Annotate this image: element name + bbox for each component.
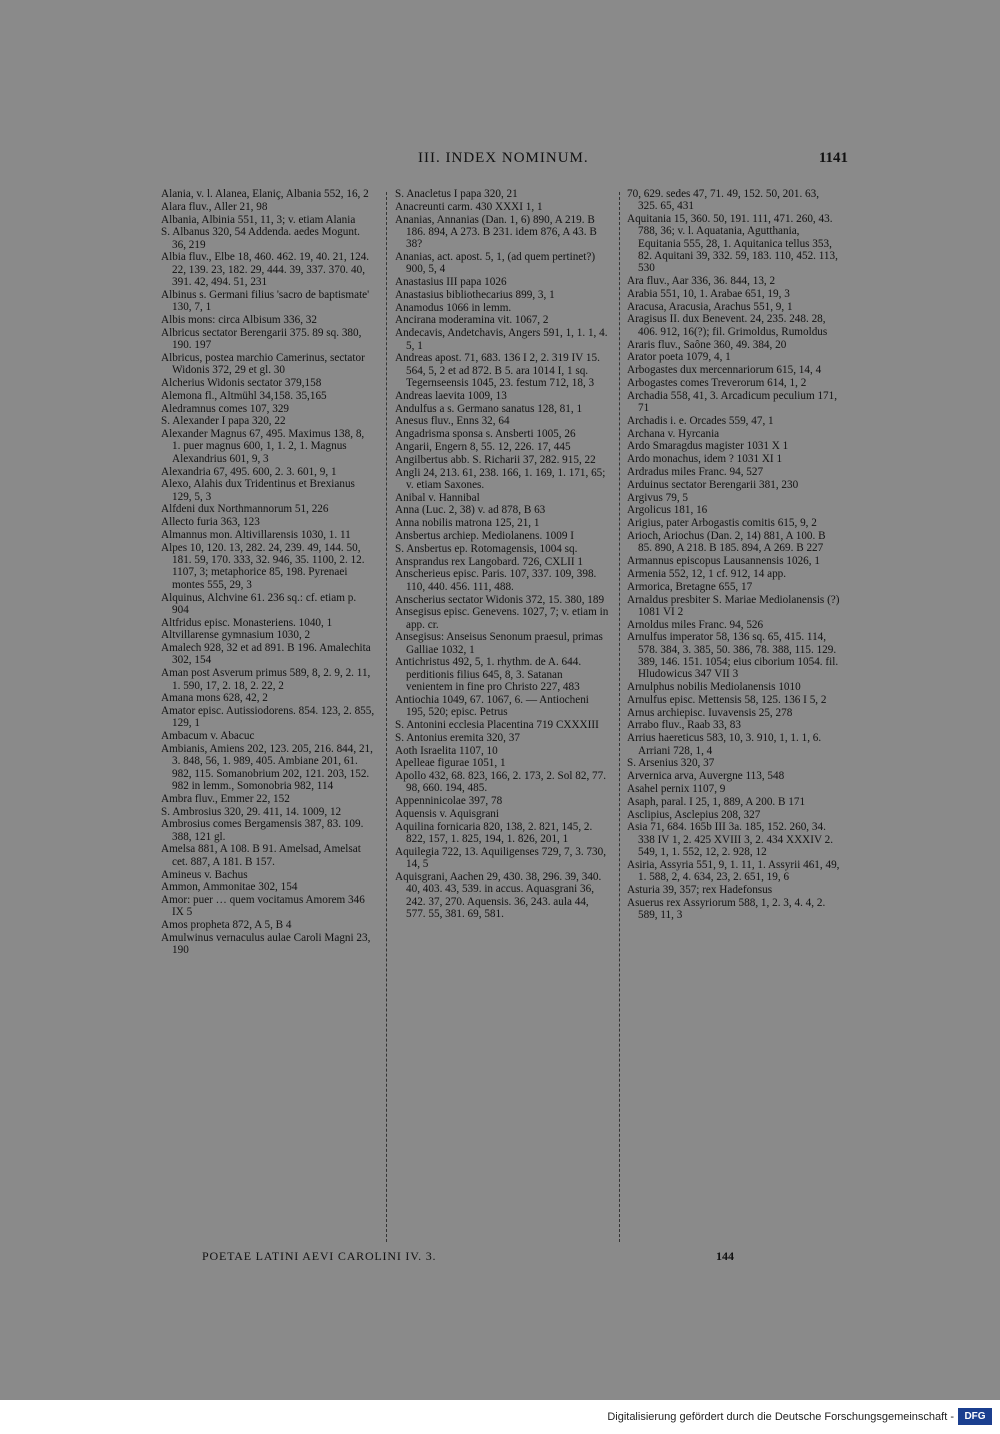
index-entry: Aragisus II. dux Benevent. 24, 235. 248. 28, 406. 912, 16(?); fil. Grimoldus, Rumoldus xyxy=(627,313,828,338)
index-column-1 xyxy=(161,188,375,957)
index-entry: Arvernica arva, Auvergne 113, 548 xyxy=(627,770,785,783)
index-columns xyxy=(161,188,851,1250)
index-entry: Arnulfus episc. Mettensis 58, 125. 136 I 5, 2 xyxy=(627,693,827,706)
index-entry: Amator episc. Autissiodorens. 854. 123, 2. 855, 129, 1 xyxy=(161,705,375,730)
index-entry: Ardo Smaragdus magister 1031 X 1 xyxy=(627,440,789,453)
index-entry: Anna (Luc. 2, 38) v. ad 878, B 63 xyxy=(395,504,546,517)
index-entry: Ammon, Ammonitae 302, 154 xyxy=(161,881,298,894)
column-divider xyxy=(619,192,621,1242)
index-entry: Ardradus miles Franc. 94, 527 xyxy=(627,466,764,479)
index-entry: Alcherius Widonis sectator 379,158 xyxy=(161,376,322,389)
series-title: POETAE LATINI AEVI CAROLINI IV. 3. xyxy=(202,1249,437,1263)
index-entry: Appenninicolae 397, 78 xyxy=(395,795,503,808)
index-entry: S. Ansbertus ep. Rotomagensis, 1004 sq. xyxy=(395,542,578,555)
index-entry: Ambacum v. Abacuc xyxy=(161,730,255,743)
index-entry: Alexandria 67, 495. 600, 2. 3. 601, 9, 1 xyxy=(161,465,337,478)
index-entry: Arduinus sectator Berengarii 381, 230 xyxy=(627,478,799,491)
index-entry: Ananias, act. apost. 5, 1, (ad quem pertinet?) 900, 5, 4 xyxy=(395,250,596,276)
index-entry: Angilbertus abb. S. Richarii 37, 282. 915, 22 xyxy=(395,453,596,466)
index-entry: Archadis i. e. Orcades 559, 47, 1 xyxy=(627,414,774,427)
signature-mark: 144 xyxy=(716,1249,734,1263)
index-entry: Anibal v. Hannibal xyxy=(395,491,480,504)
index-entry: Anna nobilis matrona 125, 21, 1 xyxy=(395,517,540,530)
index-entry: S. Ambrosius 320, 29. 411, 14. 1009, 12 xyxy=(161,805,342,818)
index-entry: Arbogastes comes Treverorum 614, 1, 2 xyxy=(627,376,807,389)
index-entry: Ardo monachus, idem ? 1031 XI 1 xyxy=(627,453,783,466)
index-entry: Albis mons: circa Albisum 336, 32 xyxy=(161,313,317,326)
index-entry: Arrabo fluv., Raab 33, 83 xyxy=(627,719,741,732)
index-entry: Amelsa 881, A 108. B 91. Amelsad, Amelsat cet. 887, A 181. B 157. xyxy=(161,843,361,868)
index-entry: Arnulfus imperator 58, 136 sq. 65, 415. 114, 578. 384, 3. 385, 50. 386, 78. 388, 115. 129. 389, 146. 151. 1054; eius ciborium 1054. fil. Hludowicus 347 VII 3 xyxy=(627,631,839,681)
index-entry: Allecto furia 363, 123 xyxy=(161,516,260,529)
index-entry: Ansegisus episc. Genevens. 1027, 7; v. etiam in app. cr. xyxy=(395,606,609,631)
index-entry: Arnoldus miles Franc. 94, 526 xyxy=(627,618,764,631)
index-entry: Alania, v. l. Alanea, Elaniç, Albania 552, 16, 2 xyxy=(161,188,369,200)
index-entry: 70, 629. sedes 47, 71. 49, 152. 50, 201. 63, 325. 65, 431 xyxy=(627,188,820,213)
index-entry: Albia fluv., Elbe 18, 460. 462. 19, 40. 21, 124. 22, 139. 23, 182. 29, 444. 39, 337. 370. 40, 391. 42, 494. 51, 231 xyxy=(161,251,370,289)
funding-credit: Digitalisierung gefördert durch die Deutsche Forschungsgemeinschaft - xyxy=(607,1411,954,1423)
index-entry: S. Anacletus I papa 320, 21 xyxy=(395,188,518,200)
index-entry: Anastasius III papa 1026 xyxy=(395,276,507,289)
index-entry: Amulwinus vernaculus aulae Caroli Magni 23, 190 xyxy=(161,932,371,957)
index-entry: Apollo 432, 68. 823, 166, 2. 173, 2. Sol 82, 77. 98, 660. 194, 485. xyxy=(395,770,607,795)
index-entry: Araris fluv., Saône 360, 49. 384, 20 xyxy=(627,338,787,351)
index-entry: Aquilegia 722, 13. Aquiligenses 729, 7, 3. 730, 14, 5 xyxy=(395,845,606,871)
page-header xyxy=(160,150,848,174)
index-entry: Andecavis, Andetchavis, Angers 591, 1, 1. 1, 4. 5, 1 xyxy=(395,327,608,352)
index-entry: Andreas apost. 71, 683. 136 I 2, 2. 319 IV 15. 564, 5, 2 et ad 872. B 5. ara 1014 I, 1 sq. Tegernseensis 1045, 23. festum 712, 18, 3 xyxy=(395,352,600,389)
index-entry: Albinus s. Germani filius 'sacro de baptismate' 130, 7, 1 xyxy=(161,288,370,314)
index-entry: Alexander Magnus 67, 495. Maximus 138, 8, 1. puer magnus 600, 1, 1. 2, 1. Magnus Alexandrius 601, 9, 3 xyxy=(161,428,365,465)
index-entry: Anacreunti carm. 430 XXXI 1, 1 xyxy=(395,200,543,213)
index-entry: Amana mons 628, 42, 2 xyxy=(161,692,268,705)
index-entry: Albania, Albinia 551, 11, 3; v. etiam Alania xyxy=(161,213,356,226)
index-entry: Aoth Israelita 1107, 10 xyxy=(395,744,498,757)
index-entry: Aracusa, Aracusia, Arachus 551, 9, 1 xyxy=(627,300,793,313)
index-entry: S. Alexander I papa 320, 22 xyxy=(161,415,286,428)
dfg-logo: DFG xyxy=(958,1408,992,1425)
index-entry: Albricus, postea marchio Camerinus, sectator Widonis 372, 29 et gl. 30 xyxy=(161,351,365,377)
index-entry: Ananias, Annanias (Dan. 1, 6) 890, A 219. B 186. 894, A 273. B 231. idem 876, A 43. B 38? xyxy=(395,213,597,251)
index-column-3 xyxy=(627,188,841,922)
index-entry: Arnaldus presbiter S. Mariae Mediolanensis (?) 1081 VI 2 xyxy=(627,593,840,618)
running-head: III. INDEX NOMINUM. xyxy=(418,150,589,166)
column-divider xyxy=(386,192,388,1242)
index-entry: Angadrisma sponsa s. Ansberti 1005, 26 xyxy=(395,428,576,441)
index-entry: Aquensis v. Aquisgrani xyxy=(395,808,499,821)
index-entry: Argolicus 181, 16 xyxy=(627,504,708,517)
index-entry: Armenia 552, 12, 1 cf. 912, 14 app. xyxy=(627,567,787,580)
index-entry: Arnus archiepisc. Iuvavensis 25, 278 xyxy=(627,706,793,719)
index-entry: Altvillarense gymnasium 1030, 2 xyxy=(161,629,311,642)
index-entry: S. Antonius eremita 320, 37 xyxy=(395,731,520,744)
index-column-2 xyxy=(395,188,609,921)
index-entry: Asuerus rex Assyriorum 588, 1, 2. 3, 4. 4, 2. 589, 11, 3 xyxy=(627,896,826,921)
index-entry: Aledramnus comes 107, 329 xyxy=(161,402,290,415)
index-entry: Arator poeta 1079, 4, 1 xyxy=(627,351,731,364)
index-entry: Alpes 10, 120. 13, 282. 24, 239. 49, 144. 50, 181. 59, 170. 333, 32. 946, 35. 1100, 2. 12. 1107, 3; metaphorice 85, 198. Pyrenaei montes 555, 29, 3 xyxy=(161,541,365,591)
index-entry: Archadia 558, 41, 3. Arcadicum peculium 171, 71 xyxy=(627,389,838,415)
index-entry: Anamodus 1066 in lemm. xyxy=(395,301,512,314)
index-entry: Asturia 39, 357; rex Hadefonsus xyxy=(627,883,773,896)
index-entry: Asia 71, 684. 165b III 3a. 185, 152. 260, 34. 338 IV 1, 2. 425 XVIII 3, 2. 434 XXXIV 2. 549, 1, 1. 552, 12, 2. 928, 12 xyxy=(627,821,834,858)
index-entry: Asahel pernix 1107, 9 xyxy=(627,782,726,795)
index-entry: Argivus 79, 5 xyxy=(627,491,689,504)
index-entry: Antiochia 1049, 67. 1067, 6. — Antiocheni 195, 520; episc. Petrus xyxy=(395,693,589,719)
index-entry: Ambrosius comes Bergamensis 387, 83. 109. 388, 121 gl. xyxy=(161,818,364,843)
index-entry: Amalech 928, 32 et ad 891. B 196. Amalechita 302, 154 xyxy=(161,642,371,667)
index-entry: Asiria, Assyria 551, 9, 1. 11, 1. Assyrii 461, 49, 1. 588, 2, 4. 634, 23, 2. 651, 19, 6 xyxy=(627,858,840,884)
page-footer xyxy=(160,1249,850,1269)
index-entry: Alquinus, Alchvine 61. 236 sq.: cf. etiam p. 904 xyxy=(161,591,357,616)
index-entry: Anastasius bibliothecarius 899, 3, 1 xyxy=(395,288,555,301)
index-entry: Ansegisus: Anseisus Senonum praesul, primas Galliae 1032, 1 xyxy=(395,631,603,656)
index-entry: Anesus fluv., Enns 32, 64 xyxy=(395,415,510,428)
index-entry: Aman post Asverum primus 589, 8, 2. 9, 2. 11, 1. 590, 17, 2. 18, 2. 22, 2 xyxy=(161,667,371,692)
credit-bar xyxy=(0,1400,1000,1434)
index-entry: Altfridus episc. Monasteriens. 1040, 1 xyxy=(161,616,333,629)
index-entry: Arbogastes dux mercennariorum 615, 14, 4 xyxy=(627,364,822,377)
index-entry: Aquisgrani, Aachen 29, 430. 38, 296. 39, 340. 40, 403. 43, 539. in accus. Aquasgrani 36, 242. 37, 270. Aquensis. 36, 243. aula 44, 577. 55, 381. 69, 581. xyxy=(395,871,602,920)
index-entry: Archana v. Hyrcania xyxy=(627,427,720,440)
index-entry: Arigius, pater Arbogastis comitis 615, 9, 2 xyxy=(627,517,817,530)
index-entry: Angli 24, 213. 61, 238. 166, 1. 169, 1. 171, 65; v. etiam Saxones. xyxy=(395,466,606,491)
index-entry: Asclipius, Asclepius 208, 327 xyxy=(627,808,761,821)
index-entry: Alemona fl., Altmühl 34,158. 35,165 xyxy=(161,389,327,402)
index-entry: Almannus mon. Altivillarensis 1030, 1. 11 xyxy=(161,529,351,542)
index-entry: Ambianis, Amiens 202, 123. 205, 216. 844, 21, 3. 848, 56, 1. 989, 405. Ambiane 201, 61. 982, 115. Somanobrium 202, 121. 203, 152. 982 in lemm., Somonobria 982, 114 xyxy=(161,743,373,792)
index-entry: Arioch, Ariochus (Dan. 2, 14) 881, A 100. B 85. 890, A 218. B 185. 894, A 269. B 227 xyxy=(627,530,826,555)
index-entry: Amineus v. Bachus xyxy=(161,868,248,881)
index-entry: Aquitania 15, 360. 50, 191. 111, 471. 260, 43. 788, 36; v. l. Aquatania, Agutthania, Equitania 555, 28, 1. Aquitanica tellus 353, 82. Aquitani 39, 332. 59, 183. 110, 452. 113, 530 xyxy=(627,213,838,275)
index-entry: Ambra fluv., Emmer 22, 152 xyxy=(161,792,290,805)
index-entry: Alara fluv., Aller 21, 98 xyxy=(161,200,268,213)
index-entry: Alexo, Alahis dux Tridentinus et Brexianus 129, 5, 3 xyxy=(161,478,355,503)
index-entry: Ara fluv., Aar 336, 36. 844, 13, 2 xyxy=(627,275,776,288)
index-entry: Amor: puer … quem vocitamus Amorem 346 IX 5 xyxy=(161,894,365,919)
index-entry: Ansprandus rex Langobard. 726, CXLII 1 xyxy=(395,555,583,568)
page-number: 1141 xyxy=(818,150,848,166)
index-entry: Albricus sectator Berengarii 375. 89 sq. 380, 190. 197 xyxy=(161,326,362,352)
index-entry: S. Antonini ecclesia Placentina 719 CXXXIII xyxy=(395,718,599,731)
index-entry: Andulfus a s. Germano sanatus 128, 81, 1 xyxy=(395,402,583,415)
index-entry: Asaph, paral. I 25, 1, 889, A 200. B 171 xyxy=(627,795,806,808)
index-entry: Aquilina fornicaria 820, 138, 2. 821, 145, 2. 822, 157, 1. 825, 194, 1. 826, 201, 1 xyxy=(395,820,593,846)
index-entry: Apelleae figurae 1051, 1 xyxy=(395,757,506,770)
index-entry: Armannus episcopus Lausannensis 1026, 1 xyxy=(627,555,820,568)
index-entry: Anscherieus episc. Paris. 107, 337. 109, 398. 110, 440. 456. 111, 488. xyxy=(395,568,597,593)
index-entry: Arabia 551, 10, 1. Arabae 651, 19, 3 xyxy=(627,287,790,300)
index-entry: Armorica, Bretagne 655, 17 xyxy=(627,580,753,593)
index-entry: Anscherius sectator Widonis 372, 15. 380, 189 xyxy=(395,593,605,606)
index-entry: Antichristus 492, 5, 1. rhythm. de A. 644. perditionis filius 645, 8, 3. Satanan venientem in fine pro Christo 227, 483 xyxy=(395,656,582,694)
index-entry: Arrius haereticus 583, 10, 3. 910, 1, 1. 1, 6. Arriani 728, 1, 4 xyxy=(627,732,822,757)
index-entry: Arnulphus nobilis Mediolanensis 1010 xyxy=(627,681,801,694)
index-entry: S. Arsenius 320, 37 xyxy=(627,757,715,770)
index-entry: Amos propheta 872, A 5, B 4 xyxy=(161,919,292,932)
index-entry: Ansbertus archiep. Mediolanens. 1009 I xyxy=(395,530,574,543)
index-entry: Andreas laevita 1009, 13 xyxy=(395,389,507,402)
index-entry: Alfdeni dux Northmannorum 51, 226 xyxy=(161,503,329,516)
index-entry: Ancirana moderamina vit. 1067, 2 xyxy=(395,314,549,327)
index-entry: S. Albanus 320, 54 Addenda. aedes Mogunt. 36, 219 xyxy=(161,226,360,251)
index-entry: Angarii, Engern 8, 55. 12, 226. 17, 445 xyxy=(395,440,571,453)
